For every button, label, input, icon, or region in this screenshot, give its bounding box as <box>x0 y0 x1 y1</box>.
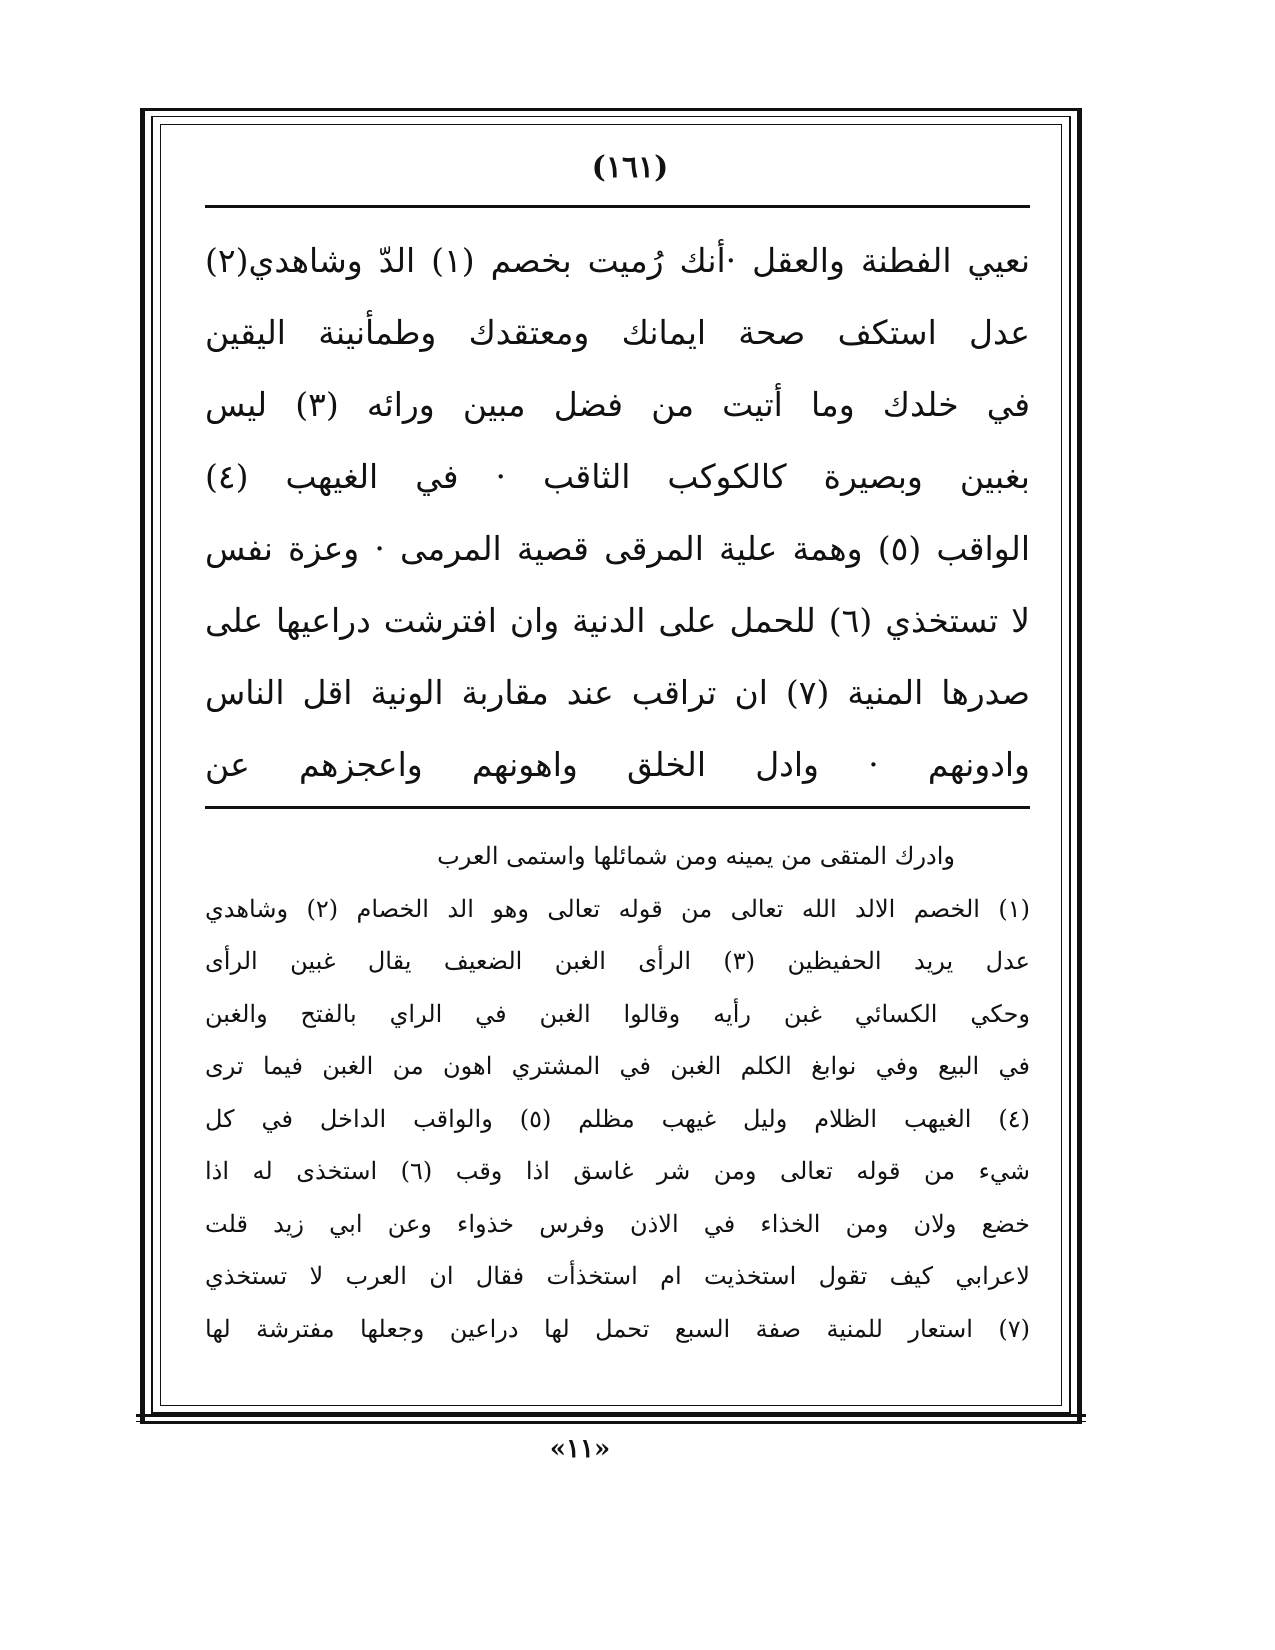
footnote-line: لاعرابي كيف تقول استخذيت ام استخذأت فقال ان العرب لا تستخذي <box>205 1262 1030 1290</box>
footnote-line: وحكي الكسائي غبن رأيه وقالوا الغبن في الراي بالفتح والغبن <box>205 999 1030 1028</box>
footnote-line: (٧) استعار للمنية صفة السبع تحمل لها دراعين وجعلها مفترشة لها <box>205 1314 1030 1343</box>
main-line: في خلدك وما أتيت من فضل مبين ورائه (٣) ليس <box>205 385 1030 424</box>
footnotes-block <box>205 830 1030 1355</box>
main-text-block <box>205 225 1030 801</box>
main-line: الواقب (٥) وهمة علية المرقى قصية المرمى · وعزة نفس <box>205 529 1030 568</box>
footnote-line: شيء من قوله تعالى ومن شر غاسق اذا وقب (٦) استخذى له اذا <box>205 1157 1030 1185</box>
main-line: بغبين وبصيرة كالكوكب الثاقب · في الغيهب (٤) <box>205 457 1030 496</box>
main-line: لا تستخذي (٦) للحمل على الدنية وان افترشت دراعيها على <box>205 601 1030 640</box>
header-divider <box>205 205 1030 208</box>
footnote-line: وادرك المتقى من يمينه ومن شمائلها واستمى العرب <box>437 842 955 870</box>
footnote-divider <box>205 806 1030 809</box>
footnote-line: خضع ولان ومن الخذاء في الاذن وفرس خذواء وعن ابي زيد قلت <box>205 1209 1030 1238</box>
page-number: (١٦١) <box>591 150 669 185</box>
main-line: عدل استكف صحة ايمانك ومعتقدك وطمأنينة اليقين <box>205 313 1030 352</box>
footnote-line: عدل يريد الحفيظين (٣) الرأى الغبن الضعيف يقال غبين الرأى <box>205 947 1030 975</box>
footnote-line: (١) الخصم الالد الله تعالى من قوله تعالى وهو الد الخصام (٢) وشاهدي <box>205 894 1030 923</box>
footnote-line: (٤) الغيهب الظلام وليل غيهب مظلم (٥) والواقب الداخل في كل <box>205 1104 1030 1133</box>
main-line: وادونهم · وادل الخلق واهونهم واعجزهم عن <box>205 745 1030 784</box>
folio-number: «١١» <box>549 1434 611 1464</box>
footnote-line: في البيع وفي نوابغ الكلم الغبن في المشتري اهون من الغبن فيما ترى <box>205 1052 1030 1080</box>
bottom-rule <box>136 1414 1086 1417</box>
main-line: نعيي الفطنة والعقل ·أنك رُميت بخصم (١) الدّ وشاهدي(٢) <box>205 241 1030 280</box>
bottom-rule-thin <box>136 1421 1086 1422</box>
main-line: صدرها المنية (٧) ان تراقب عند مقاربة الونية اقل الناس <box>205 673 1030 712</box>
